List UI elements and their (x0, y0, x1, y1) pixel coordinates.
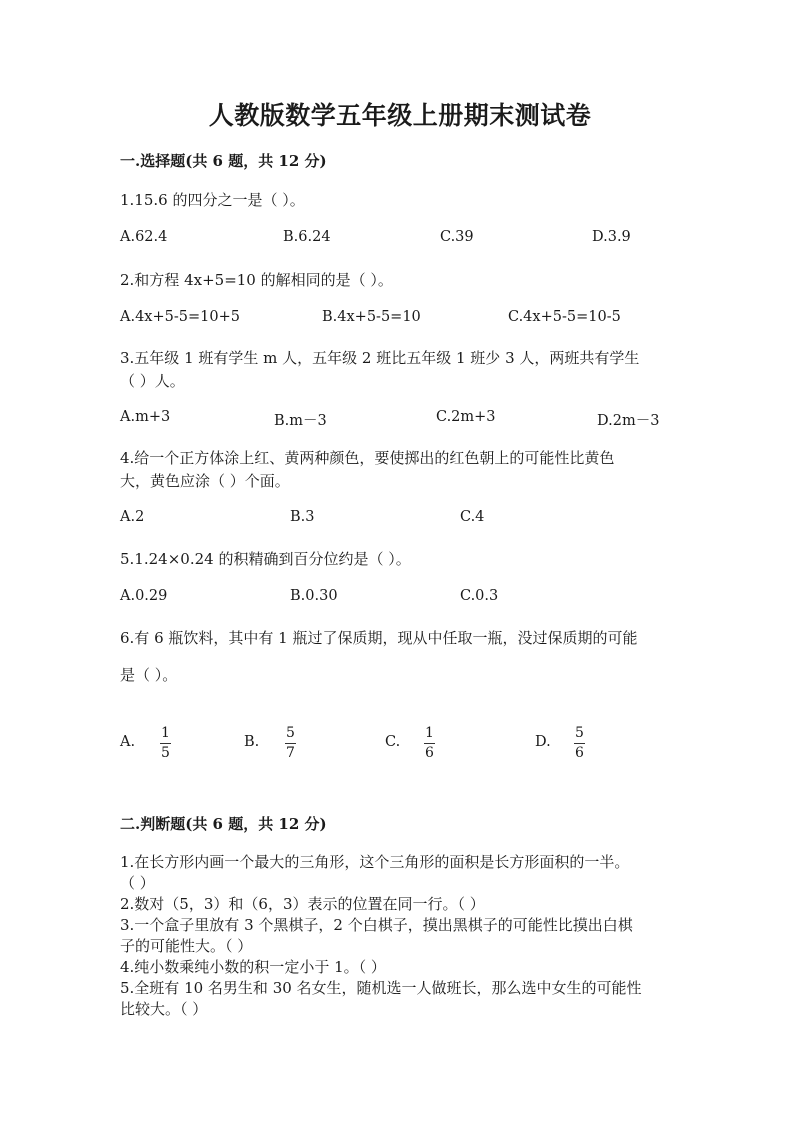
fraction-denominator: 5 (161, 745, 170, 761)
q5-option-b: B.0.30 (290, 588, 338, 604)
judge-line-8: 比较大。（ ） (120, 1000, 208, 1018)
question-6-line-2: 是（ ）。 (120, 666, 178, 684)
question-4-line-1: 4.给一个正方体涂上红、黄两种颜色，要使掷出的红色朝上的可能性比黄色 (120, 449, 615, 467)
q2-option-a: A.4x+5-5=10+5 (120, 309, 240, 325)
judge-line-4: 3.一个盒子里放有 3 个黑棋子，2 个白棋子，摸出黑棋子的可能性比摸出白棋 (120, 916, 633, 934)
fraction-bar (160, 743, 171, 744)
q3-option-a: A.m+3 (120, 409, 171, 425)
judge-line-5: 子的可能性大。（ ） (120, 937, 253, 955)
q1-option-a: A.62.4 (120, 229, 168, 245)
section-heading-judge: 二.判断题(共 6 题，共 12 分) (120, 815, 327, 833)
q4-option-c: C.4 (460, 509, 485, 525)
question-2: 2.和方程 4x+5=10 的解相同的是（ ）。 (120, 271, 393, 289)
fraction-numerator: 5 (286, 725, 295, 741)
q6-option-c-fraction (424, 726, 435, 761)
fraction-denominator: 7 (286, 745, 295, 761)
section-heading-choice: 一.选择题(共 6 题，共 12 分) (120, 152, 327, 170)
question-6-line-1: 6.有 6 瓶饮料，其中有 1 瓶过了保质期，现从中任取一瓶，没过保质期的可能 (120, 629, 638, 647)
judge-line-1: 1.在长方形内画一个最大的三角形，这个三角形的面积是长方形面积的一半。 (120, 853, 630, 871)
q2-option-b: B.4x+5-5=10 (322, 309, 421, 325)
q4-option-b: B.3 (290, 509, 315, 525)
q1-option-d: D.3.9 (592, 229, 631, 245)
judge-line-7: 5.全班有 10 名男生和 30 名女生，随机选一人做班长，那么选中女生的可能性 (120, 979, 642, 997)
q5-option-a: A.0.29 (120, 588, 168, 604)
question-3-line-1: 3.五年级 1 班有学生 m 人，五年级 2 班比五年级 1 班少 3 人，两班共有学生 (120, 349, 640, 367)
question-5: 5.1.24×0.24 的积精确到百分位约是（ ）。 (120, 550, 411, 568)
fraction-numerator: 1 (425, 725, 434, 741)
q2-option-c: C.4x+5-5=10-5 (508, 309, 621, 325)
q6-option-b-label: B. (244, 734, 260, 750)
judge-line-6: 4.纯小数乘纯小数的积一定小于 1。（ ） (120, 958, 386, 976)
q6-option-a-fraction (160, 726, 171, 761)
fraction-bar (424, 743, 435, 744)
q3-option-d: D.2m－3 (597, 413, 660, 429)
question-3-line-2: （ ）人。 (120, 372, 185, 390)
fraction-denominator: 6 (575, 745, 584, 761)
q6-option-b-fraction (285, 726, 296, 761)
fraction-denominator: 6 (425, 745, 434, 761)
q5-option-c: C.0.3 (460, 588, 499, 604)
q6-option-c-label: C. (385, 734, 401, 750)
fraction-bar (574, 743, 585, 744)
q6-option-d-label: D. (535, 734, 551, 750)
page-title: 人教版数学五年级上册期末测试卷 (208, 101, 592, 130)
fraction-bar (285, 743, 296, 744)
question-1: 1.15.6 的四分之一是（ ）。 (120, 191, 305, 209)
judge-line-3: 2.数对（5，3）和（6，3）表示的位置在同一行。（ ） (120, 895, 485, 913)
q1-option-c: C.39 (440, 229, 474, 245)
q3-option-c: C.2m+3 (436, 409, 496, 425)
q4-option-a: A.2 (120, 509, 145, 525)
q1-option-b: B.6.24 (283, 229, 331, 245)
fraction-numerator: 1 (161, 725, 170, 741)
q3-option-b: B.m－3 (274, 413, 327, 429)
judge-line-2: （ ） (120, 874, 155, 892)
fraction-numerator: 5 (575, 725, 584, 741)
q6-option-d-fraction (574, 726, 585, 761)
q6-option-a-label: A. (120, 734, 136, 750)
question-4-line-2: 大，黄色应涂（ ）个面。 (120, 472, 290, 490)
